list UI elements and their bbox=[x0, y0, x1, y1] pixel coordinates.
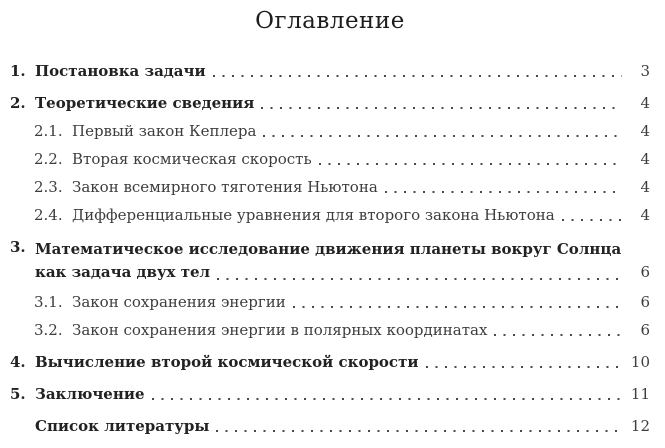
toc-entry-lastline bbox=[72, 122, 650, 141]
toc-entry-lastline bbox=[72, 206, 650, 225]
toc-list bbox=[10, 62, 650, 436]
toc-entry-page: 10 bbox=[630, 353, 650, 371]
toc-entry[interactable] bbox=[10, 353, 650, 372]
toc-entry[interactable] bbox=[10, 122, 650, 141]
toc-entry-page: 4 bbox=[640, 122, 650, 140]
toc-entry[interactable] bbox=[10, 293, 650, 312]
toc-entry-title: Первый закон Кеплера bbox=[72, 122, 257, 140]
dot-leader bbox=[261, 94, 622, 113]
toc-entry-lastline bbox=[72, 293, 650, 312]
toc-entry-content bbox=[35, 94, 650, 113]
toc-entry-page: 6 bbox=[640, 263, 650, 281]
toc-entry-title: Закон сохранения энергии bbox=[72, 293, 286, 311]
toc-entry[interactable] bbox=[10, 178, 650, 197]
toc-entry-number: 2. bbox=[10, 94, 26, 112]
toc-entry[interactable] bbox=[10, 321, 650, 340]
dot-leader bbox=[494, 321, 622, 340]
toc-entry-number: 3. bbox=[10, 238, 26, 256]
toc-entry-content bbox=[72, 206, 650, 225]
dot-leader bbox=[562, 206, 622, 225]
toc-entry-lastline bbox=[35, 62, 650, 81]
toc-entry-title: Дифференциальные уравнения для второго закона Ньютона bbox=[72, 206, 555, 224]
toc-entry-title: Математическое исследование движения планеты вокруг Солнца bbox=[35, 240, 622, 258]
toc-entry[interactable] bbox=[10, 385, 650, 404]
toc-entry[interactable] bbox=[10, 62, 650, 81]
toc-entry-content bbox=[35, 353, 650, 372]
dot-leader bbox=[217, 261, 622, 284]
toc-entry-lastline bbox=[35, 353, 650, 372]
toc-entry-title: Теоретические сведения bbox=[35, 94, 255, 112]
toc-entry-content bbox=[72, 150, 650, 169]
toc-entry[interactable] bbox=[10, 150, 650, 169]
toc-entry-page: 6 bbox=[640, 321, 650, 339]
toc-entry[interactable] bbox=[10, 94, 650, 113]
toc-entry-page: 4 bbox=[640, 206, 650, 224]
toc-entry-page: 4 bbox=[640, 94, 650, 112]
toc-entry-content bbox=[72, 178, 650, 197]
dot-leader bbox=[319, 150, 622, 169]
toc-entry-number: 2.2. bbox=[34, 150, 63, 168]
toc-entry-number: 3.1. bbox=[34, 293, 63, 311]
toc-entry[interactable] bbox=[10, 417, 650, 436]
toc-entry-title-continued: как задача двух тел bbox=[35, 263, 211, 281]
toc-entry-title: Закон сохранения энергии в полярных координатах bbox=[72, 321, 488, 339]
toc-entry-number: 2.4. bbox=[34, 206, 63, 224]
toc-entry-content bbox=[35, 238, 650, 284]
toc-entry-title: Вычисление второй космической скорости bbox=[35, 353, 419, 371]
toc-entry-content bbox=[35, 62, 650, 81]
toc-entry-content bbox=[35, 385, 650, 404]
toc-entry-content bbox=[72, 293, 650, 312]
toc-entry[interactable] bbox=[10, 238, 650, 284]
toc-entry-number: 3.2. bbox=[34, 321, 63, 339]
dot-leader bbox=[263, 122, 622, 141]
dot-leader bbox=[293, 293, 622, 312]
toc-entry-number: 2.1. bbox=[34, 122, 63, 140]
dot-leader bbox=[426, 353, 623, 372]
dot-leader bbox=[385, 178, 622, 197]
toc-entry-page: 12 bbox=[630, 417, 650, 435]
toc-entry-title: Вторая космическая скорость bbox=[72, 150, 312, 168]
toc-entry-content bbox=[72, 321, 650, 340]
toc-entry-page: 6 bbox=[640, 293, 650, 311]
toc-entry-title: Постановка задачи bbox=[35, 62, 206, 80]
toc-entry[interactable] bbox=[10, 206, 650, 225]
toc-entry-lastline bbox=[35, 417, 650, 436]
toc-entry-page: 4 bbox=[640, 178, 650, 196]
toc-entry-title: Список литературы bbox=[35, 417, 210, 435]
toc-entry-page: 11 bbox=[630, 385, 650, 403]
toc-entry-lastline bbox=[35, 94, 650, 113]
toc-entry-title: Заключение bbox=[35, 385, 145, 403]
toc-entry-lastline bbox=[72, 178, 650, 197]
toc-entry-lastline bbox=[35, 385, 650, 404]
toc-entry-content bbox=[72, 122, 650, 141]
dot-leader bbox=[213, 62, 622, 81]
toc-entry-lastline bbox=[35, 261, 650, 284]
toc-entry-title: Закон всемирного тяготения Ньютона bbox=[72, 178, 378, 196]
toc-entry-number: 2.3. bbox=[34, 178, 63, 196]
toc-entry-number: 1. bbox=[10, 62, 26, 80]
toc-entry-lastline bbox=[72, 150, 650, 169]
toc-entry-number: 4. bbox=[10, 353, 26, 371]
page-title: Оглавление bbox=[255, 8, 405, 34]
toc-entry-content bbox=[35, 417, 650, 436]
toc-entry-lastline bbox=[72, 321, 650, 340]
dot-leader bbox=[216, 417, 622, 436]
dot-leader bbox=[152, 385, 623, 404]
toc-entry-page: 3 bbox=[640, 62, 650, 80]
toc-entry-number: 5. bbox=[10, 385, 26, 403]
toc-entry-page: 4 bbox=[640, 150, 650, 168]
